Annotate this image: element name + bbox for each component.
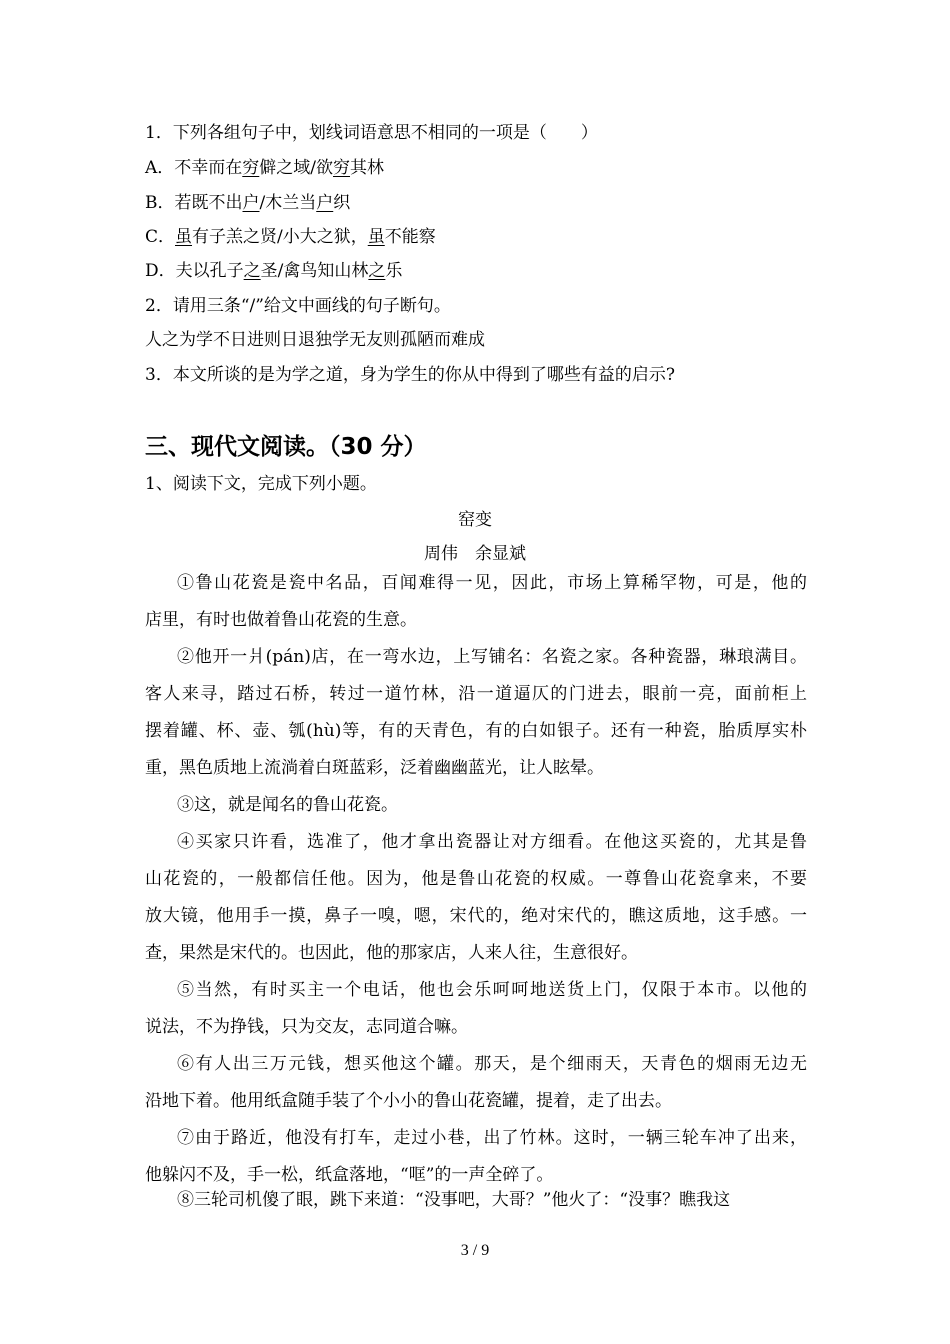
article-paragraph-line: ⑥有人出三万元钱，想买他这个罐。那天，是个细雨天，天青色的烟雨无边无 — [177, 1054, 807, 1074]
article-paragraph-line: 他躲闪不及，手一松，纸盒落地，“哐”的一声全碎了。 — [145, 1165, 554, 1185]
article-paragraph-line: 说法，不为挣钱，只为交友，志同道合嘛。 — [145, 1017, 468, 1037]
question-2-stem: 2．请用三条“/”给文中画线的句子断句。 — [145, 296, 451, 316]
underlined-word: 之 — [243, 261, 261, 281]
underlined-word: 户 — [316, 193, 334, 213]
option-text: 其林 — [350, 158, 385, 178]
option-text: 圣/禽鸟知山林 — [260, 261, 369, 281]
option-text: 僻之域/欲 — [259, 158, 334, 178]
article-authors: 周伟 余显斌 — [424, 544, 526, 564]
question-3-stem: 3．本文所谈的是为学之道，身为学生的你从中得到了哪些有益的启示? — [145, 365, 675, 385]
article-paragraph-line: 山花瓷的，一般都信任他。因为，他是鲁山花瓷的权威。一尊鲁山花瓷拿来，不要 — [145, 869, 807, 889]
article-paragraph-line: 摆着罐、杯、壶、瓠(hù)等，有的天青色，有的白如银子。还有一种瓷，胎质厚实朴 — [145, 721, 807, 741]
option-text: /木兰当 — [259, 193, 317, 213]
underlined-word: 虽 — [175, 227, 193, 247]
option-text: C． — [145, 227, 176, 247]
underlined-word: 户 — [242, 193, 260, 213]
section-heading: 三、现代文阅读。（30 分） — [145, 434, 427, 460]
option-text: 乐 — [385, 261, 403, 281]
article-paragraph-line: ⑤当然，有时买主一个电话，他也会乐呵呵地送货上门，仅限于本市。以他的 — [177, 980, 807, 1000]
option-text: D．夫以孔子 — [145, 261, 244, 281]
article-paragraph-line: 重，黑色质地上流淌着白斑蓝彩，泛着幽幽蓝光，让人眩晕。 — [145, 758, 604, 778]
option-b — [145, 192, 350, 214]
article-paragraph-line: 店里，有时也做着鲁山花瓷的生意。 — [145, 610, 417, 630]
option-text: A．不幸而在 — [145, 158, 243, 178]
article-paragraph-line: ①鲁山花瓷是瓷中名品，百闻难得一见，因此，市场上算稀罕物，可是，他的 — [177, 573, 807, 593]
article-paragraph-line: 沿地下着。他用纸盒随手装了个小小的鲁山花瓷罐，提着，走了出去。 — [145, 1091, 672, 1111]
underlined-word: 穷 — [242, 158, 260, 178]
article-paragraph-line: ②他开一爿(pán)店，在一弯水边，上写铺名：名瓷之家。各种瓷器，琳琅满目。 — [177, 647, 807, 667]
article-paragraph-line: ③这，就是闻名的鲁山花瓷。 — [177, 795, 398, 815]
option-text: 不能察 — [384, 227, 436, 247]
question-2-sentence: 人之为学不日进则日退独学无友则孤陋而难成 — [145, 330, 485, 350]
article-title: 窑变 — [458, 510, 492, 530]
option-text: 有子羔之贤/小大之狱， — [192, 227, 368, 247]
page-number: 3 / 9 — [460, 1242, 490, 1259]
option-text: 织 — [333, 193, 351, 213]
article-paragraph-line: ④买家只许看，选准了，他才拿出瓷器让对方细看。在他这买瓷的，尤其是鲁 — [177, 832, 807, 852]
option-a — [145, 157, 384, 179]
question-1-stem: 1．下列各组句子中，划线词语意思不相同的一项是（ ） — [145, 123, 598, 143]
underlined-word: 穷 — [333, 158, 351, 178]
option-text: B．若既不出 — [145, 193, 243, 213]
underlined-word: 虽 — [367, 227, 385, 247]
article-paragraph-line: ⑧三轮司机傻了眼，跳下来道：“没事吧，大哥？”他火了：“没事？瞧我这 — [177, 1190, 731, 1210]
article-paragraph-line: 放大镜，他用手一摸，鼻子一嗅，嗯，宋代的，绝对宋代的，瞧这质地，这手感。一 — [145, 906, 807, 926]
article-paragraph-line: 查，果然是宋代的。也因此，他的那家店，人来人往，生意很好。 — [145, 943, 638, 963]
underlined-word: 之 — [368, 261, 386, 281]
article-paragraph-line: 客人来寻，踏过石桥，转过一道竹林，沿一道逼仄的门进去，眼前一亮，面前柜上 — [145, 684, 807, 704]
option-d — [145, 260, 402, 282]
section-intro: 1、阅读下文，完成下列小题。 — [145, 474, 377, 494]
article-paragraph-line: ⑦由于路近，他没有打车，走过小巷，出了竹林。这时，一辆三轮车冲了出来， — [177, 1128, 807, 1148]
option-c — [145, 226, 436, 248]
